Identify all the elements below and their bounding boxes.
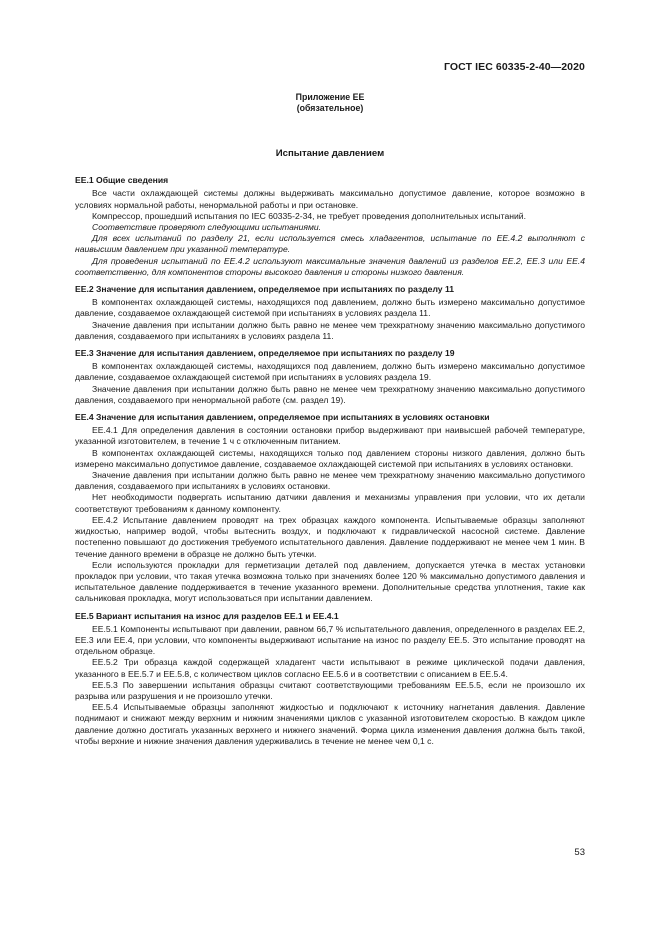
section-paragraph: В компонентах охлаждающей системы, находящихся под давлением, должно быть измерено максимально допустимое давление, создаваемое охлаждающей системой при испытаниях в условиях раздела 19. [75,361,585,383]
section-paragraph: Для проведения испытаний по ЕЕ.4.2 используют максимальные значения давлений из разделов ЕЕ.2, ЕЕ.3 или ЕЕ.4 соответственно, для компонентов стороны высокого давления и стороны низкого давления. [75,255,585,277]
sections-container [75,175,585,747]
section-paragraph: Для всех испытаний по разделу 21, если используется смесь хладагентов, испытание по ЕЕ.4.2 выполняют с наивысшим давлением при указанной температуре. [75,233,585,255]
section-paragraph: ЕЕ.5.1 Компоненты испытывают при давлении, равном 66,7 % испытательного давления, определенного в разделах ЕЕ.2, ЕЕ.3 или ЕЕ.4, при условии, что компоненты выдерживают испытание на износ по разделу ЕЕ.5. Это испытание проводят на отдельном образце. [75,623,585,657]
section-paragraph: Компрессор, прошедший испытания по IEC 60335-2-34, не требует проведения дополнительных испытаний. [92,210,526,221]
section-heading: EE.2 Значение для испытания давлением, определяемое при испытаниях по разделу 11 [75,284,455,295]
page-number: 53 [574,847,585,858]
section-paragraph: Нет необходимости подвергать испытанию датчики давления и механизмы управления при условии, что их детали соответствуют требованиям к данному компоненту. [75,492,585,514]
main-title: Испытание давлением [275,148,385,159]
section-paragraph: Соответствие проверяют следующими испытаниями. [92,222,322,233]
section-paragraph: Если используются прокладки для герметизации деталей под давлением, допускается утечка в местах установки прокладок при условии, что такая утечка возможна только при значениях более 120 % максимально допустимого давления и испытательное давление поддерживается в течение указанного времени. Дополнительные средства уплотнения, такие как сальниковая прокладка, могут использоваться при испытании давлением. [75,559,585,604]
document-id: ГОСТ IEC 60335-2-40—2020 [443,61,585,73]
section-paragraph: Все части охлаждающей системы должны выдерживать максимально допустимое давление, которое возможно в условиях нормальной работы, ненормальной работы и при остановке. [75,188,585,210]
section-paragraph: В компонентах охлаждающей системы, находящихся только под давлением стороны низкого давления, должно быть измерено максимально допустимое давление, создаваемое охлаждающей системой при испытаниях в условиях остановки. [75,447,585,469]
annex-title: Приложение ЕЕ [295,92,365,102]
section-paragraph: ЕЕ.4.1 Для определения давления в состоянии остановки прибор выдерживают при наивысшей рабочей температуре, указанной изготовителем, в течение 1 ч с отключенным питанием. [75,425,585,447]
section-heading: EE.5 Вариант испытания на износ для разделов ЕЕ.1 и ЕЕ.4.1 [75,610,339,621]
section-heading: EE.4 Значение для испытания давлением, определяемое при испытаниях в условиях остановки [75,412,490,423]
section-paragraph: ЕЕ.4.2 Испытание давлением проводят на трех образцах каждого компонента. Испытываемые образцы заполняют жидкостью, например водой, чтобы вытеснить воздух, и подключают к гидравлической насосной системе. Давление постепенно повышают до достижения требуемого испытательного давления. Давление поддерживают не менее чем 1 мин. В течение данного времени в образце не должно быть утечки. [75,514,585,559]
document-body [75,92,585,747]
section-paragraph: Значение давления при испытании должно быть равно не менее чем трехкратному значению максимально допустимого давления, создаваемого при испытаниях в условиях остановки. [75,470,585,492]
section-heading: EE.1 Общие сведения [75,175,169,186]
section-paragraph: Значение давления при испытании должно быть равно не менее чем трехкратному значению максимально допустимого давления, создаваемого при ненормальной работе (см. раздел 19). [75,383,585,405]
section-heading: EE.3 Значение для испытания давлением, определяемое при испытаниях по разделу 19 [75,348,455,359]
section-paragraph: ЕЕ.5.2 Три образца каждой содержащей хладагент части испытывают в режиме циклической подачи давления, указанного в ЕЕ.5.7 и ЕЕ.5.8, с количеством циклов согласно ЕЕ.5.6 и в соответствии с описанием в ЕЕ.5.4. [75,657,585,679]
section-paragraph: ЕЕ.5.4 Испытываемые образцы заполняют жидкостью и подключают к источнику нагнетания давления. Давление поднимают и снижают между верхним и нижним значениями циклов с указанной изготовителем скоростью. В каждом цикле давление должно достигать указанных верхнего и нижнего значений. Форма цикла изменения давления должна быть такой, чтобы верхние и нижние значения давления удерживались в течение не менее чем 0,1 с. [75,702,585,746]
section-paragraph: ЕЕ.5.3 По завершении испытания образцы считают соответствующими требованиям ЕЕ.5.5, если не произошло их разрыва или разрушения и не произошло утечки. [75,679,585,701]
section-paragraph: Значение давления при испытании должно быть равно не менее чем трехкратному значению максимально допустимого давления, создаваемого при испытаниях в условиях раздела 11. [75,319,585,341]
annex-status: (обязательное) [296,103,364,113]
section-paragraph: В компонентах охлаждающей системы, находящихся под давлением, должно быть измерено максимально допустимое давление, создаваемое охлаждающей системой при испытаниях в условиях раздела 11. [75,297,585,319]
